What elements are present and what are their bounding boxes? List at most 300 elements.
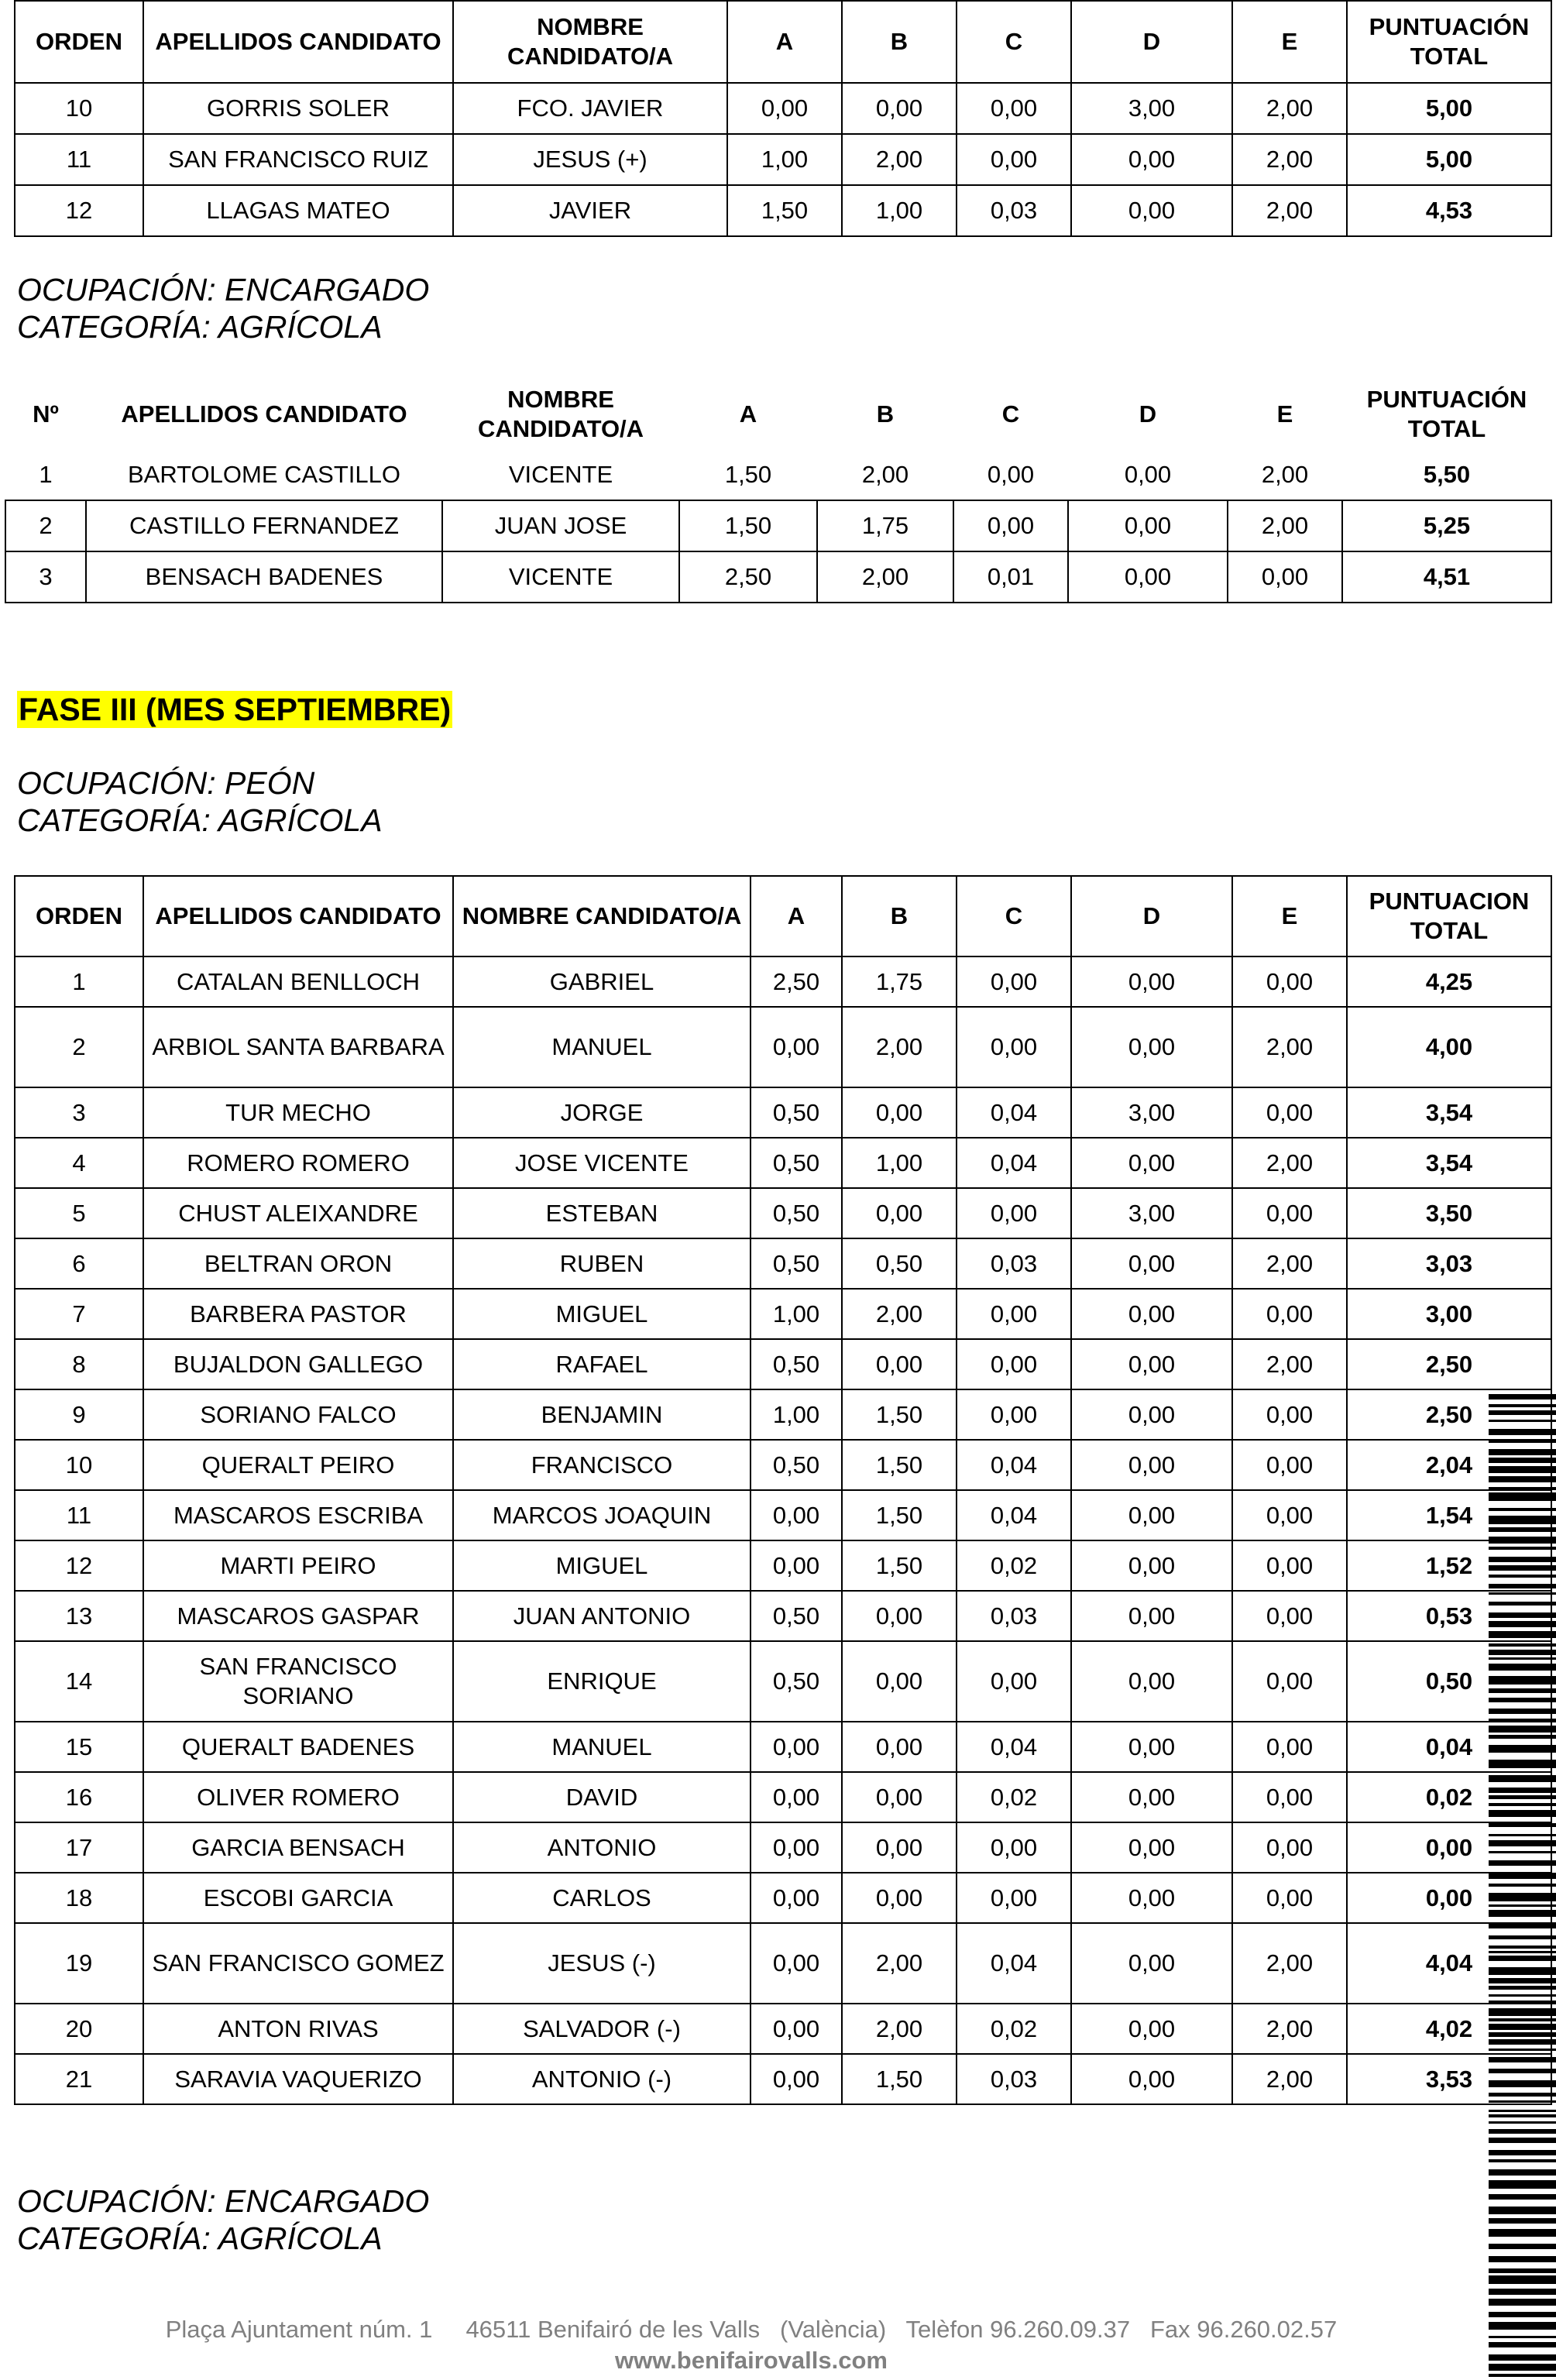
table-cell: BARBERA PASTOR [143,1289,453,1339]
table-cell: 0,00 [957,1873,1071,1923]
table-cell: 0,00 [957,83,1071,134]
column-header: B [842,876,957,956]
table-cell: 1,00 [727,134,842,185]
table-cell: 0,03 [957,185,1071,236]
table-cell: 0,00 [957,1389,1071,1440]
table-cell: BENJAMIN [453,1389,751,1440]
column-header: A [739,400,757,428]
table-row [15,1339,1551,1389]
table-cell: 1,00 [751,1389,842,1440]
table-cell: 3,00 [1071,1087,1232,1138]
column-header: NOMBRE CANDIDATO/A [453,876,751,956]
table-cell: 0,04 [957,1923,1071,2004]
column-header: PUNTUACIÓN TOTAL [1366,386,1527,442]
table-cell: FRANCISCO [453,1440,751,1490]
table-cell: 5,00 [1347,134,1551,185]
table-cell: 4,00 [1347,1007,1551,1087]
column-header: C [957,1,1071,83]
table-cell: 0,00 [1071,1238,1232,1289]
table-cell: JUAN ANTONIO [453,1591,751,1641]
table-cell: 0,00 [1071,1007,1232,1087]
table-cell: JUAN JOSE [442,500,679,551]
table-row [15,1591,1551,1641]
table-cell: 0,50 [751,1138,842,1188]
column-header: E [1232,876,1347,956]
table-cell: 0,00 [1232,1591,1347,1641]
table-row [15,2004,1551,2054]
table-cell: RUBEN [453,1238,751,1289]
table-cell: 0,03 [957,1591,1071,1641]
table-cell: 15 [15,1722,143,1772]
table-cell: 9 [15,1389,143,1440]
column-header: NOMBRE CANDIDATO/A [453,1,727,83]
table-cell: 0,04 [957,1440,1071,1490]
table-cell: 0,00 [1071,1772,1232,1822]
table-cell: 0,50 [751,1440,842,1490]
table-cell: 2,00 [842,1289,957,1339]
table-cell: 2,00 [842,1007,957,1087]
table-cell: 0,03 [957,2054,1071,2104]
column-header: B [876,400,895,428]
table-row [5,449,1551,500]
column-header: ORDEN [15,876,143,956]
table-cell: 0,50 [751,1591,842,1641]
table-cell: BENSACH BADENES [86,551,442,603]
table-cell: 0,00 [957,1641,1071,1722]
table-cell: 5,25 [1342,500,1551,551]
table-row [15,185,1551,236]
table-cell: 2,00 [1232,1138,1347,1188]
table-cell: 3,53 [1347,2054,1551,2104]
table-cell: ROMERO ROMERO [143,1138,453,1188]
table-cell: 6 [15,1238,143,1289]
table-row [15,1087,1551,1138]
table-cell: 0,00 [1232,1873,1347,1923]
table-cell: 2,00 [861,460,909,488]
table-cell: 2,00 [1261,460,1309,488]
table-cell: ENRIQUE [453,1641,751,1722]
table-fase-ii-peon [14,0,1552,237]
table-cell: 2,00 [817,551,953,603]
table-cell: 0,00 [842,1722,957,1772]
table-cell: 1,50 [842,2054,957,2104]
table-cell: ESTEBAN [453,1188,751,1238]
barcode-icon [1489,1394,1556,2380]
table-cell: JESUS (+) [453,134,727,185]
table-cell: ANTON RIVAS [143,2004,453,2054]
table-cell: 0,02 [957,1772,1071,1822]
table-cell: 2,50 [751,956,842,1007]
column-header: ORDEN [15,1,143,83]
table-cell: 20 [15,2004,143,2054]
table-cell: 0,00 [1071,1540,1232,1591]
table-cell: SAN FRANCISCO GOMEZ [143,1923,453,2004]
table-row [15,1722,1551,1772]
table-cell: 1,54 [1347,1490,1551,1540]
table-cell: 0,00 [1068,551,1228,603]
table-cell: 4 [15,1138,143,1188]
table-cell: 3,54 [1347,1087,1551,1138]
table-cell: 0,00 [1071,134,1232,185]
table-cell: 2,00 [1232,134,1347,185]
table-cell: 3,00 [1347,1289,1551,1339]
table-cell: 0,00 [1071,1591,1232,1641]
table-cell: 2,00 [842,1923,957,2004]
table-cell: VICENTE [442,551,679,603]
table-cell: SARAVIA VAQUERIZO [143,2054,453,2104]
table-cell: 2,00 [1232,1339,1347,1389]
table-cell: 4,02 [1347,2004,1551,2054]
table-cell: 3,03 [1347,1238,1551,1289]
table-cell: 0,00 [1232,956,1347,1007]
table-cell: 0,00 [957,134,1071,185]
column-header: Nº [33,400,59,428]
table-cell: 0,00 [842,1188,957,1238]
footer-website: www.benifairovalls.com [614,2347,888,2374]
table-cell: 0,00 [1071,1289,1232,1339]
table-cell: 0,00 [751,1923,842,2004]
table-cell: 3,00 [1071,83,1232,134]
table-cell: 0,00 [1232,1722,1347,1772]
table-cell: VICENTE [508,460,613,488]
table-cell: 0,00 [751,1722,842,1772]
table-cell: 2,00 [1232,1007,1347,1087]
table-cell: 0,00 [957,1289,1071,1339]
table-cell: 10 [15,1440,143,1490]
table-cell: 0,00 [842,1591,957,1641]
table-cell: 0,00 [1232,1289,1347,1339]
table-cell: 0,00 [1232,1490,1347,1540]
table-cell: 3 [5,551,86,603]
table-cell: 5 [15,1188,143,1238]
table-cell: 0,00 [842,1339,957,1389]
table-row [15,956,1551,1007]
table-cell: 0,02 [957,2004,1071,2054]
table-cell: 0,00 [1071,1339,1232,1389]
table-header-row [5,379,1551,449]
table-header-row [15,1,1551,83]
table-row [15,1289,1551,1339]
table-cell: 0,00 [842,1822,957,1873]
table-cell: 1,50 [842,1540,957,1591]
table-cell: 0,00 [1232,1540,1347,1591]
table-cell: 0,00 [1071,1440,1232,1490]
table-cell: JESUS (-) [453,1923,751,2004]
table-cell: GARCIA BENSACH [143,1822,453,1873]
table-cell: JAVIER [453,185,727,236]
table-cell: 13 [15,1591,143,1641]
table-row [15,1923,1551,2004]
table-cell: 0,00 [1071,1873,1232,1923]
column-header: APELLIDOS CANDIDATO [143,876,453,956]
table-cell: 0,04 [957,1490,1071,1540]
table-cell: 1,50 [679,500,817,551]
table-cell: 1,00 [842,185,957,236]
table-cell: 0,00 [1071,185,1232,236]
table-cell: 2,50 [1347,1339,1551,1389]
table-cell: 0,00 [1071,1822,1232,1873]
table-cell: 1,52 [1347,1540,1551,1591]
table-cell: 1,00 [751,1289,842,1339]
table-cell: CARLOS [453,1873,751,1923]
table-cell: 0,50 [842,1238,957,1289]
table-row [5,551,1551,603]
table-cell: 0,50 [751,1087,842,1138]
table-cell: QUERALT PEIRO [143,1440,453,1490]
column-header: C [1001,400,1020,428]
column-header: C [957,876,1071,956]
table-cell: 7 [15,1289,143,1339]
table-cell: 2,50 [679,551,817,603]
table-cell: 0,00 [842,1772,957,1822]
table-cell: TUR MECHO [143,1087,453,1138]
table-cell: CATALAN BENLLOCH [143,956,453,1007]
table-cell: 0,50 [751,1188,842,1238]
table-cell: 1,50 [724,460,772,488]
column-header: D [1071,876,1232,956]
table-cell: 0,00 [1071,1138,1232,1188]
table-row [15,1389,1551,1440]
table-cell: 5,50 [1423,460,1471,488]
table-cell: 0,00 [1347,1873,1551,1923]
table-cell: 0,00 [751,1490,842,1540]
table-cell: CASTILLO FERNANDEZ [86,500,442,551]
table-row [15,2054,1551,2104]
table-cell: 0,00 [1232,1822,1347,1873]
table-cell: DAVID [453,1772,751,1822]
table-cell: 11 [15,134,143,185]
table-cell: 0,00 [1232,1389,1347,1440]
table-cell: BELTRAN ORON [143,1238,453,1289]
table-cell: 12 [15,1540,143,1591]
table-cell: 0,00 [1347,1822,1551,1873]
table-cell: 0,00 [842,1641,957,1722]
table-cell: 3 [15,1087,143,1138]
table-cell: 1 [15,956,143,1007]
table-cell: 0,00 [842,1873,957,1923]
table-cell: 2,00 [1232,1923,1347,2004]
phase-title: FASE III (MES SEPTIEMBRE) [19,692,452,727]
table-cell: 1,75 [817,500,953,551]
table-cell: MASCAROS ESCRIBA [143,1490,453,1540]
table-cell: 17 [15,1822,143,1873]
table-cell: CHUST ALEIXANDRE [143,1188,453,1238]
table-cell: 0,53 [1347,1591,1551,1641]
table-cell: 18 [15,1873,143,1923]
table-cell: 0,00 [1232,1440,1347,1490]
table-row [15,1440,1551,1490]
column-header: PUNTUACION TOTAL [1347,876,1551,956]
table-cell: 1,50 [842,1440,957,1490]
table-cell: 0,00 [751,1772,842,1822]
table-cell: 0,00 [1232,1641,1347,1722]
table-cell: FCO. JAVIER [453,83,727,134]
table-cell: MIGUEL [453,1540,751,1591]
table-cell: 2,00 [1232,185,1347,236]
table-cell: SAN FRANCISCO RUIZ [143,134,453,185]
table-row [15,1641,1551,1722]
table-cell: 0,04 [1347,1722,1551,1772]
table-cell: MIGUEL [453,1289,751,1339]
table-cell: 0,00 [1071,1722,1232,1772]
table-cell: 1,50 [842,1389,957,1440]
table-cell: 0,00 [751,1540,842,1591]
table-row [5,500,1551,551]
table-cell: 0,00 [1068,500,1228,551]
table-cell: 2,00 [842,134,957,185]
table-cell: 1,00 [842,1138,957,1188]
table-cell: 0,00 [751,1873,842,1923]
table-cell: 0,00 [1071,1389,1232,1440]
table-cell: 0,00 [1071,956,1232,1007]
table-cell: BUJALDON GALLEGO [143,1339,453,1389]
table-row [15,134,1551,185]
table-row [15,1822,1551,1873]
table-cell: ANTONIO (-) [453,2054,751,2104]
table-cell: 1 [39,460,53,488]
table-cell: 16 [15,1772,143,1822]
column-header: B [842,1,957,83]
table-cell: 12 [15,185,143,236]
table-cell: 4,53 [1347,185,1551,236]
table-cell: SALVADOR (-) [453,2004,751,2054]
table-cell: ARBIOL SANTA BARBARA [143,1007,453,1087]
table-cell: 2,00 [1228,500,1342,551]
table-cell: LLAGAS MATEO [143,185,453,236]
table-cell: 14 [15,1641,143,1722]
column-header: APELLIDOS CANDIDATO [143,1,453,83]
table-cell: 0,00 [957,1007,1071,1087]
table-cell: 0,04 [957,1722,1071,1772]
column-header: D [1139,400,1157,428]
table-cell: 0,00 [1071,2054,1232,2104]
table-cell: 3,00 [1071,1188,1232,1238]
category-label: CATEGORÍA: AGRÍCOLA [17,309,383,345]
table-cell: 2,00 [1232,1238,1347,1289]
category-label: CATEGORÍA: AGRÍCOLA [17,802,383,838]
table-cell: SAN FRANCISCO SORIANO [143,1641,453,1722]
table-cell: 0,00 [957,1339,1071,1389]
table-cell: BARTOLOME CASTILLO [127,460,401,488]
table-cell: QUERALT BADENES [143,1722,453,1772]
table-cell: 0,03 [957,1238,1071,1289]
table-cell: 0,00 [987,460,1035,488]
table-cell: 4,51 [1342,551,1551,603]
table-cell: 0,50 [751,1238,842,1289]
table-encargado [5,379,1552,603]
table-cell: MANUEL [453,1722,751,1772]
table-cell: GABRIEL [453,956,751,1007]
table-cell: SORIANO FALCO [143,1389,453,1440]
table-cell: 19 [15,1923,143,2004]
column-header: E [1232,1,1347,83]
table-cell: 0,02 [1347,1772,1551,1822]
column-header: D [1071,1,1232,83]
column-header: APELLIDOS CANDIDATO [121,400,407,428]
table-cell: 2 [5,500,86,551]
table-cell: 2,00 [1232,2004,1347,2054]
table-cell: RAFAEL [453,1339,751,1389]
table-cell: 2 [15,1007,143,1087]
table-cell: 0,00 [957,1188,1071,1238]
table-cell: 0,00 [1232,1188,1347,1238]
table-cell: 10 [15,83,143,134]
table-cell: GORRIS SOLER [143,83,453,134]
table-cell: ANTONIO [453,1822,751,1873]
table-cell: OLIVER ROMERO [143,1772,453,1822]
table-cell: 0,00 [1071,2004,1232,2054]
category-label: CATEGORÍA: AGRÍCOLA [17,2220,383,2256]
table-cell: 3,54 [1347,1138,1551,1188]
column-header: PUNTUACIÓN TOTAL [1347,1,1551,83]
table-cell: 0,50 [1347,1641,1551,1722]
table-cell: 0,04 [957,1138,1071,1188]
table-row [15,1490,1551,1540]
table-cell: 4,04 [1347,1923,1551,2004]
table-cell: 0,00 [751,2054,842,2104]
occupation-label: OCUPACIÓN: ENCARGADO [17,272,430,307]
table-cell: 2,00 [1232,83,1347,134]
table-header-row [15,876,1551,956]
table-cell: 0,00 [957,956,1071,1007]
table-cell: 1,50 [842,1490,957,1540]
table-row [15,83,1551,134]
table-cell: 0,00 [1232,1772,1347,1822]
table-cell: 0,01 [953,551,1068,603]
column-header: A [751,876,842,956]
table-cell: 0,00 [1232,1087,1347,1138]
table-cell: 0,00 [1071,1923,1232,2004]
table-cell: MARTI PEIRO [143,1540,453,1591]
table-cell: 21 [15,2054,143,2104]
table-cell: 0,04 [957,1087,1071,1138]
table-cell: MASCAROS GASPAR [143,1591,453,1641]
table-cell: 0,00 [957,1822,1071,1873]
table-row [15,1188,1551,1238]
table-cell: 0,00 [1071,1490,1232,1540]
table-cell: JORGE [453,1087,751,1138]
table-fase-iii-peon [14,875,1552,2105]
table-row [15,1873,1551,1923]
table-cell: 0,00 [751,1007,842,1087]
table-cell: 0,00 [953,500,1068,551]
column-header: NOMBRE CANDIDATO/A [477,386,644,442]
table-cell: 2,00 [842,2004,957,2054]
table-cell: 2,04 [1347,1440,1551,1490]
table-cell: 5,00 [1347,83,1551,134]
table-cell: JOSE VICENTE [453,1138,751,1188]
table-cell: 0,50 [751,1641,842,1722]
table-cell: 2,00 [1232,2054,1347,2104]
table-cell: 0,00 [751,2004,842,2054]
occupation-label: OCUPACIÓN: ENCARGADO [17,2183,430,2219]
table-cell: MARCOS JOAQUIN [453,1490,751,1540]
table-cell: 0,00 [1071,1641,1232,1722]
table-cell: 0,02 [957,1540,1071,1591]
table-cell: 1,50 [727,185,842,236]
table-row [15,1540,1551,1591]
table-cell: 0,50 [751,1339,842,1389]
table-cell: 2,50 [1347,1389,1551,1440]
column-header: E [1276,400,1293,428]
table-cell: 8 [15,1339,143,1389]
table-row [15,1238,1551,1289]
table-row [15,1138,1551,1188]
table-cell: ESCOBI GARCIA [143,1873,453,1923]
table-cell: 0,00 [727,83,842,134]
footer-address: Plaça Ajuntament núm. 1 46511 Benifairó de les Valls (València) Telèfon 96.260.09.37 Fax 96.260.02.57 [165,2316,1338,2343]
table-cell: 0,00 [1228,551,1342,603]
